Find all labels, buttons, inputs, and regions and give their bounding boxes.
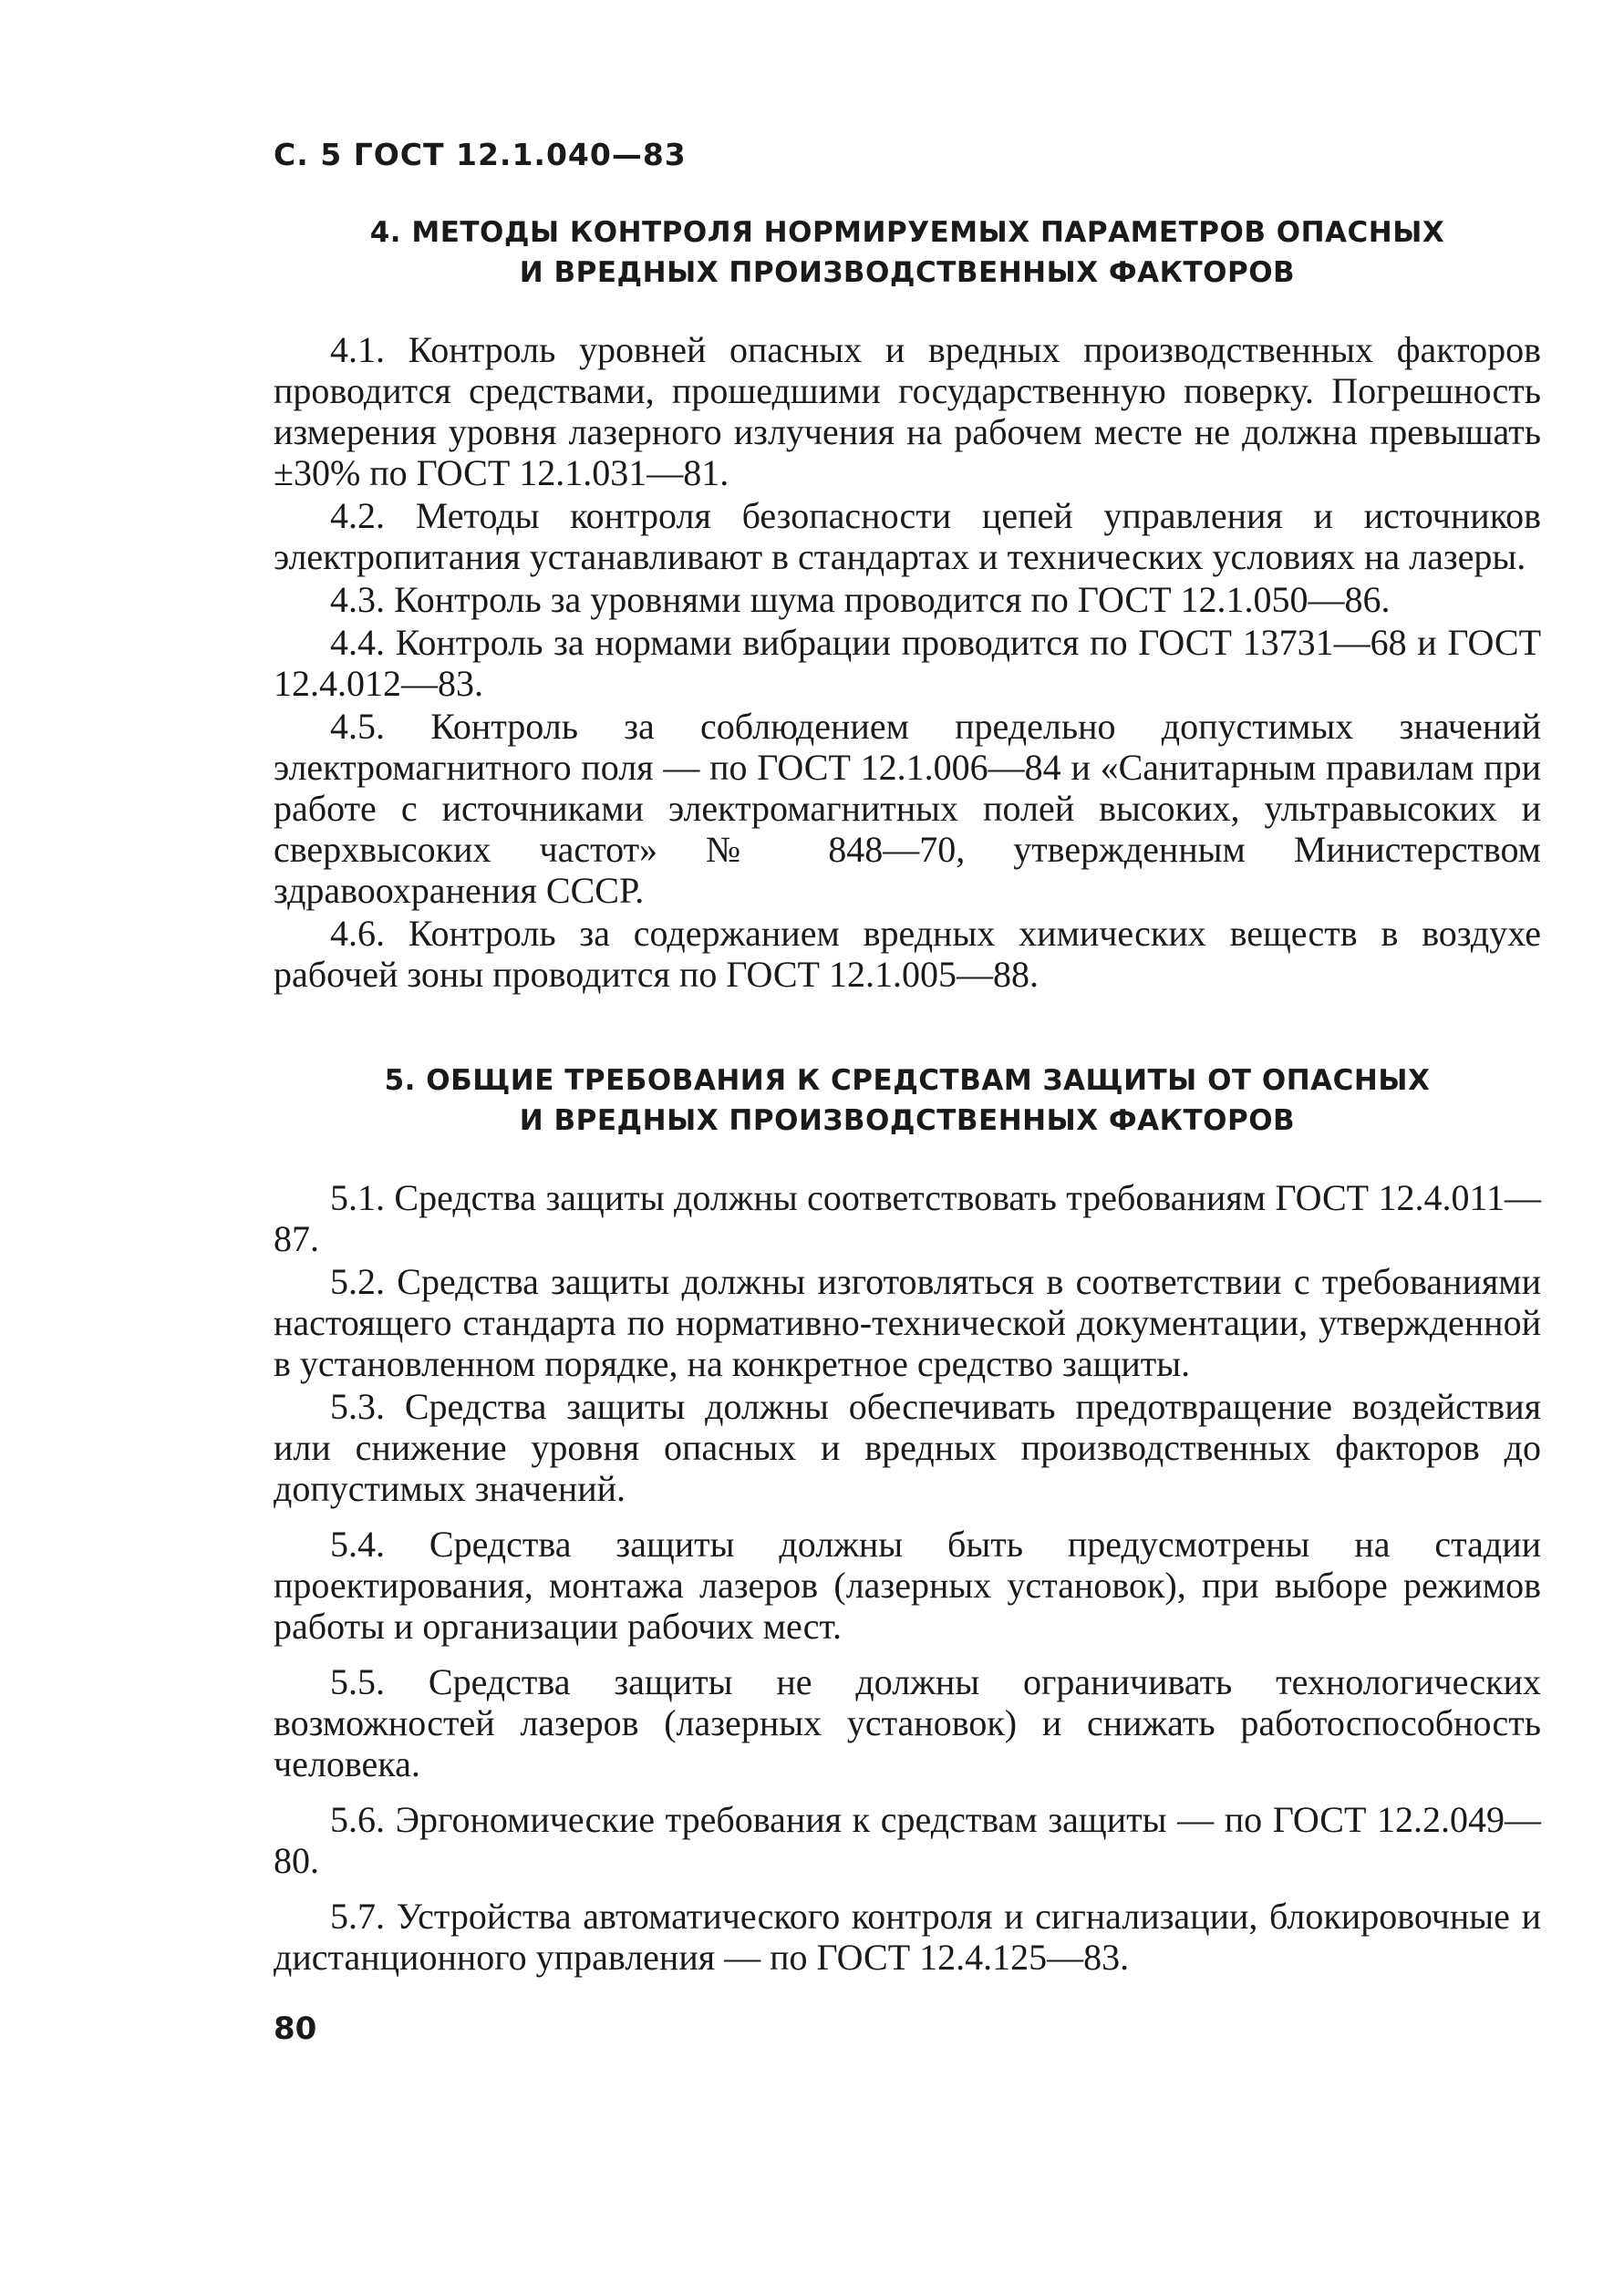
section-5-title — [274, 1060, 1541, 1141]
paragraph-4-1: 4.1. Контроль уровней опасных и вредных производственных факторов проводится средствами, прошедшими государственную поверку. Погрешность измерения уровня лазерного излучения на рабочем месте не должна превышать ±30% по ГОСТ 12.1.031—81. — [274, 329, 1541, 493]
paragraph-4-4: 4.4. Контроль за нормами вибрации проводится по ГОСТ 13731—68 и ГОСТ 12.4.012—83. — [274, 622, 1541, 704]
paragraph-5-6: 5.6. Эргономические требования к средствам защиты — по ГОСТ 12.2.049—80. — [274, 1799, 1541, 1881]
section-4-body — [274, 329, 1541, 995]
paragraph-4-5: 4.5. Контроль за соблюдением предельно допустимых значений электромагнитного поля — по ГОСТ 12.1.006—84 и «Санитарным правилам при работе с источниками электромагнитных полей высоких, ультравысоких и сверхвысоких частот» № 848—70, утвержденным Министерством здравоохранения СССР. — [274, 706, 1541, 911]
paragraph-4-2: 4.2. Методы контроля безопасности цепей управления и источников электропитания устанавливают в стандартах и технических условиях на лазеры. — [274, 495, 1541, 577]
paragraph-5-5: 5.5. Средства защиты не должны ограничивать технологических возможностей лазеров (лазерных установок) и снижать работоспособность человека. — [274, 1661, 1541, 1784]
section-4-title — [274, 212, 1541, 293]
page-number: 80 — [274, 2011, 317, 2047]
section-5-title-line-2: И ВРЕДНЫХ ПРОИЗВОДСТВЕННЫХ ФАКТОРОВ — [519, 1104, 1296, 1137]
paragraph-5-7: 5.7. Устройства автоматического контроля и сигнализации, блокировочные и дистанционного управления — по ГОСТ 12.4.125—83. — [274, 1896, 1541, 1978]
running-head: С. 5 ГОСТ 12.1.040—83 — [274, 137, 687, 172]
section-4-title-line-2: И ВРЕДНЫХ ПРОИЗВОДСТВЕННЫХ ФАКТОРОВ — [519, 256, 1296, 289]
paragraph-5-1: 5.1. Средства защиты должны соответствовать требованиям ГОСТ 12.4.011—87. — [274, 1177, 1541, 1259]
section-4-title-line-1: 4. МЕТОДЫ КОНТРОЛЯ НОРМИРУЕМЫХ ПАРАМЕТРОВ ОПАСНЫХ — [369, 216, 1445, 249]
paragraph-5-3: 5.3. Средства защиты должны обеспечивать предотвращение воздействия или снижение уровня опасных и вредных производственных факторов до допустимых значений. — [274, 1386, 1541, 1509]
paragraph-5-4: 5.4. Средства защиты должны быть предусмотрены на стадии проектирования, монтажа лазеров (лазерных установок), при выборе режимов работы и организации рабочих мест. — [274, 1524, 1541, 1647]
paragraph-4-3: 4.3. Контроль за уровнями шума проводится по ГОСТ 12.1.050—86. — [330, 579, 1391, 620]
paragraph-5-2: 5.2. Средства защиты должны изготовляться в соответствии с требованиями настоящего стандарта по нормативно-технической документации, утвержденной в установленном порядке, на конкретное средство защиты. — [274, 1261, 1541, 1384]
paragraph-4-6: 4.6. Контроль за содержанием вредных химических веществ в воздухе рабочей зоны проводится по ГОСТ 12.1.005—88. — [274, 913, 1541, 995]
document-page — [274, 137, 1541, 2047]
section-5-body — [274, 1177, 1541, 1978]
section-5-title-line-1: 5. ОБЩИЕ ТРЕБОВАНИЯ К СРЕДСТВАМ ЗАЩИТЫ ОТ ОПАСНЫХ — [384, 1064, 1431, 1097]
